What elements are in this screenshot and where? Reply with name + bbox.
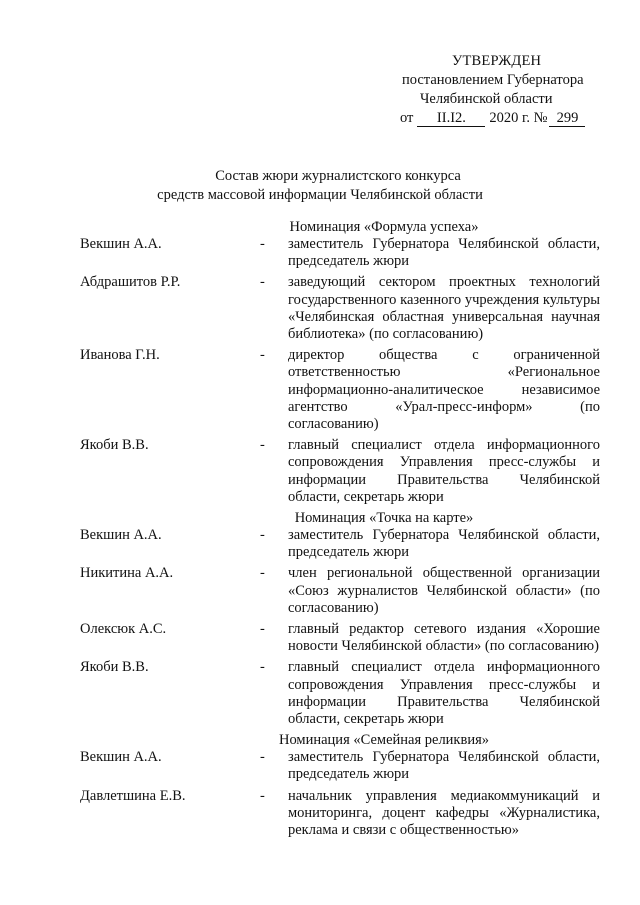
member-role: член региональной общественной организации «Союз журналистов Челябинской области» (по согласованию) [288,565,600,616]
jury-member-row [80,621,600,655]
member-dash: - [260,621,265,638]
document-title-line-2: средств массовой информации Челябинской области [157,187,483,203]
document-title-line-1: Состав жюри журналистского конкурса [215,168,461,184]
member-role: заведующий сектором проектных технологий государственного казенного учреждения культуры «Челябинская областная универсальная научная библиотека» (по согласованию) [288,274,600,343]
member-role: заместитель Губернатора Челябинской области, председатель жюри [288,236,600,270]
approval-line-1: постановлением Губернатора [402,72,584,88]
jury-list [80,219,600,843]
nomination-heading: Номинация «Семейная реликвия» [278,732,490,749]
jury-member-row [80,274,600,343]
member-role: заместитель Губернатора Челябинской области, председатель жюри [288,527,600,561]
member-dash: - [260,787,265,804]
member-name: Якоби В.В. [80,659,149,676]
member-name: Олексюк А.С. [80,621,167,638]
document-title [0,167,640,205]
member-name: Абдрашитов Р.Р. [80,274,181,291]
member-name: Векшин А.А. [80,527,162,544]
approval-date: II.I2. [417,111,485,127]
jury-member-row [80,749,600,783]
approval-number: 299 [549,111,585,127]
nomination-heading: Номинация «Формула успеха» [289,219,479,235]
jury-member-row [80,788,600,840]
member-role: заместитель Губернатора Челябинской области, председатель жюри [288,749,600,783]
member-name: Давлетшина Е.В. [80,787,186,804]
approval-line-2: Челябинской области [420,91,553,107]
member-role: главный специалист отдела информационного сопровождения Управления пресс-службы и информации Правительства Челябинской области, секретарь жюри [288,659,600,728]
approval-title: УТВЕРЖДЕН [452,53,542,69]
approval-prefix: от [400,110,414,126]
approval-date-line [380,109,620,128]
jury-member-row [80,527,600,561]
member-role: директор общества с ограниченной ответственностью «Региональное информационно-аналитическое независимое агентство «Урал-пресс-информ» (по согласованию) [288,347,600,433]
member-name: Векшин А.А. [80,749,162,766]
member-name: Якоби В.В. [80,437,149,454]
approval-stamp [380,52,620,128]
jury-member-row [80,347,600,433]
jury-member-row [80,565,600,617]
member-name: Векшин А.А. [80,236,162,252]
approval-year: 2020 г. № [489,110,548,126]
jury-member-row [80,659,600,728]
member-dash: - [260,659,265,676]
member-role: начальник управления медиакоммуникаций и мониторинга, доцент кафедры «Журналистика, реклама и связи с общественностью» [288,787,600,839]
member-dash: - [260,749,265,766]
jury-member-row [80,236,600,270]
member-dash: - [260,347,265,364]
member-dash: - [260,236,265,252]
member-dash: - [260,274,265,291]
member-dash: - [260,527,265,544]
member-role: главный специалист отдела информационного сопровождения Управления пресс-службы и информации Правительства Челябинской области, секретарь жюри [288,437,600,505]
member-name: Иванова Г.Н. [80,347,160,364]
jury-member-row [80,437,600,506]
nomination-heading: Номинация «Точка на карте» [294,510,474,527]
member-name: Никитина А.А. [80,565,174,582]
member-dash: - [260,565,265,582]
member-dash: - [260,437,265,454]
member-role: главный редактор сетевого издания «Хорошие новости Челябинской области» (по согласованию) [288,621,600,655]
